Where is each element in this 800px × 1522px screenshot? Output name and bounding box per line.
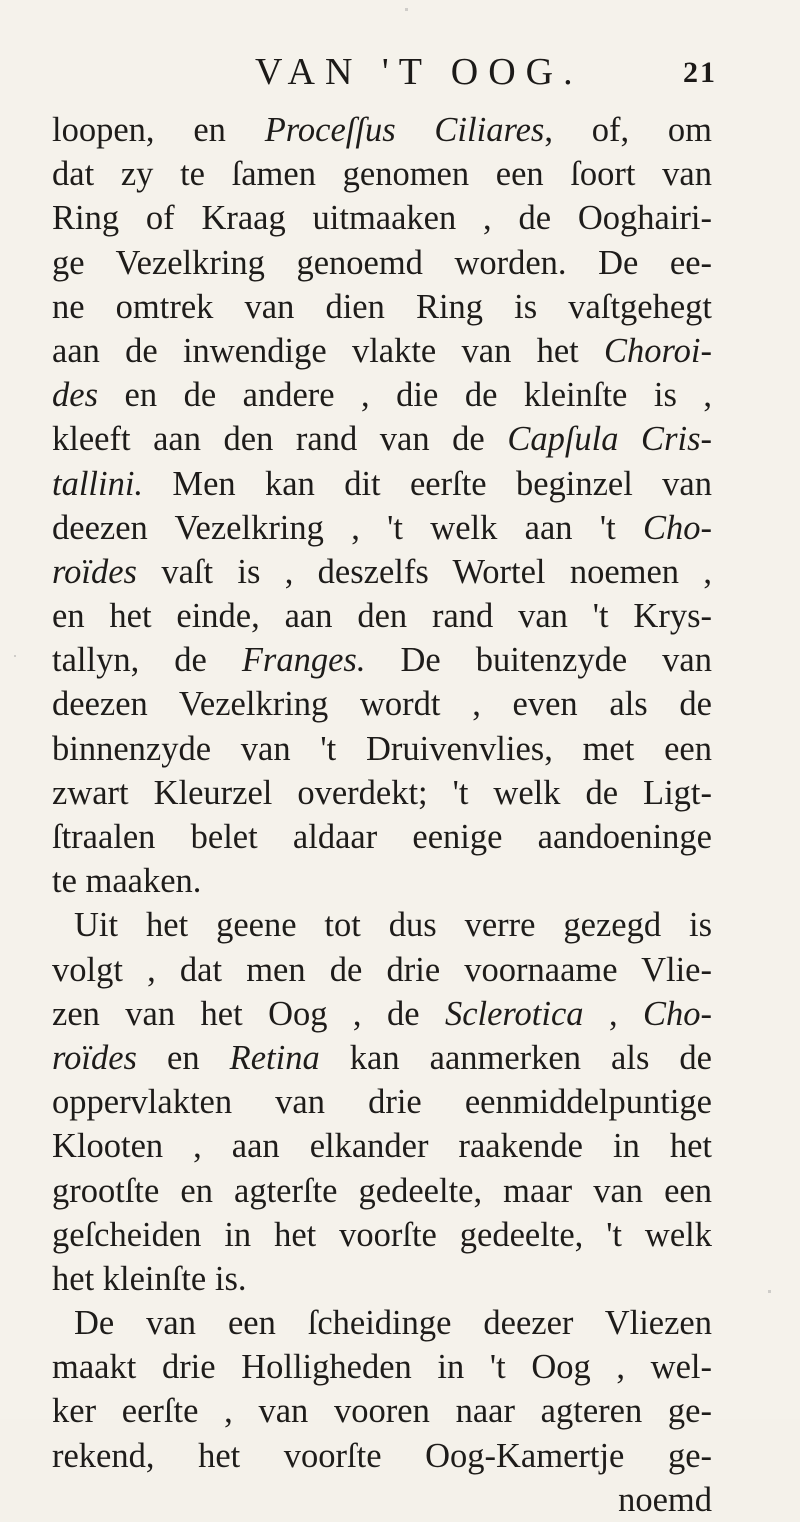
text-line: tallini. Men kan dit eerſte beginzel van: [52, 464, 712, 503]
text-line: geſcheiden in het voorſte gedeelte, 't welk: [52, 1215, 712, 1254]
italic-term: tallini.: [52, 464, 144, 503]
text-line: en het einde, aan den rand van 't Krys-: [52, 597, 712, 636]
text-line: roïdes en Retina kan aanmerken als de: [52, 1038, 712, 1077]
italic-term: Cho-: [643, 508, 712, 547]
text-line: dat zy te ſamen genomen een ſoort van: [52, 155, 712, 194]
text-line: ne omtrek van dien Ring is vaſtgehegt: [52, 287, 712, 326]
text-line: rekend, het voorſte Oog-Kamertje ge-: [52, 1436, 712, 1475]
italic-term: Capſula Cris-: [507, 420, 712, 459]
text-line: roïdes vaſt is , deszelfs Wortel noemen ,: [52, 552, 712, 591]
text-line: te maaken.: [52, 862, 202, 901]
text-line: tallyn, de Franges. De buitenzyde van: [52, 641, 712, 680]
text-line: zen van het Oog , de Sclerotica , Cho-: [52, 994, 712, 1033]
text-line: oppervlakten van drie eenmiddelpuntige: [52, 1083, 712, 1122]
text-line: deezen Vezelkring , 't welk aan 't Cho-: [52, 508, 712, 547]
text-line: Klooten , aan elkander raakende in het: [52, 1127, 712, 1166]
text-line: loopen, en Proceſſus Ciliares, of, om: [52, 111, 712, 149]
paper-speck: [405, 8, 408, 11]
text-line: binnenzyde van 't Druivenvlies, met een: [52, 729, 712, 768]
text-line: ſtraalen belet aldaar eenige aandoeninge: [52, 818, 712, 856]
page-number: 21: [683, 56, 717, 89]
text-line: des en de andere , die de kleinſte is ,: [52, 376, 712, 415]
italic-term: Retina: [229, 1038, 320, 1077]
italic-term: Sclerotica: [444, 994, 584, 1033]
text-line: De van een ſcheidinge deezer Vliezen: [74, 1304, 712, 1343]
paper-speck: [14, 655, 16, 657]
text-line: ge Vezelkring genoemd worden. De ee-: [52, 243, 712, 282]
paper-speck: [768, 1290, 771, 1293]
text-line: noemd: [618, 1480, 712, 1519]
italic-term: roïdes: [52, 1038, 137, 1077]
italic-term: Proceſſus Ciliares: [264, 111, 545, 149]
text-line: zwart Kleurzel overdekt; 't welk de Ligt-: [52, 773, 712, 812]
page-header: [0, 50, 800, 100]
text-line: Uit het geene tot dus verre gezegd is: [74, 906, 712, 945]
text-line: grootſte en agterſte gedeelte, maar van een: [52, 1171, 712, 1210]
italic-term: Franges.: [241, 641, 366, 680]
text-line: kleeft aan den rand van de Capſula Cris-: [52, 420, 712, 459]
italic-term: Cho-: [643, 994, 712, 1033]
body-text: [52, 108, 712, 1522]
italic-term: roïdes: [52, 552, 137, 591]
italic-term: des: [52, 376, 98, 415]
text-line: aan de inwendige vlakte van het Choroi-: [52, 331, 712, 370]
text-line: maakt drie Holligheden in 't Oog , wel-: [52, 1348, 712, 1387]
text-line: Ring of Kraag uitmaaken , de Ooghairi-: [52, 199, 712, 238]
running-title: VAN 'T OOG.: [255, 51, 583, 93]
text-line: ker eerſte , van vooren naar agteren ge-: [52, 1392, 712, 1431]
text-line: deezen Vezelkring wordt , even als de: [52, 685, 712, 724]
text-line: het kleinſte is.: [52, 1259, 247, 1298]
italic-term: Choroi-: [604, 331, 712, 370]
text-line: volgt , dat men de drie voornaame Vlie-: [52, 950, 712, 989]
